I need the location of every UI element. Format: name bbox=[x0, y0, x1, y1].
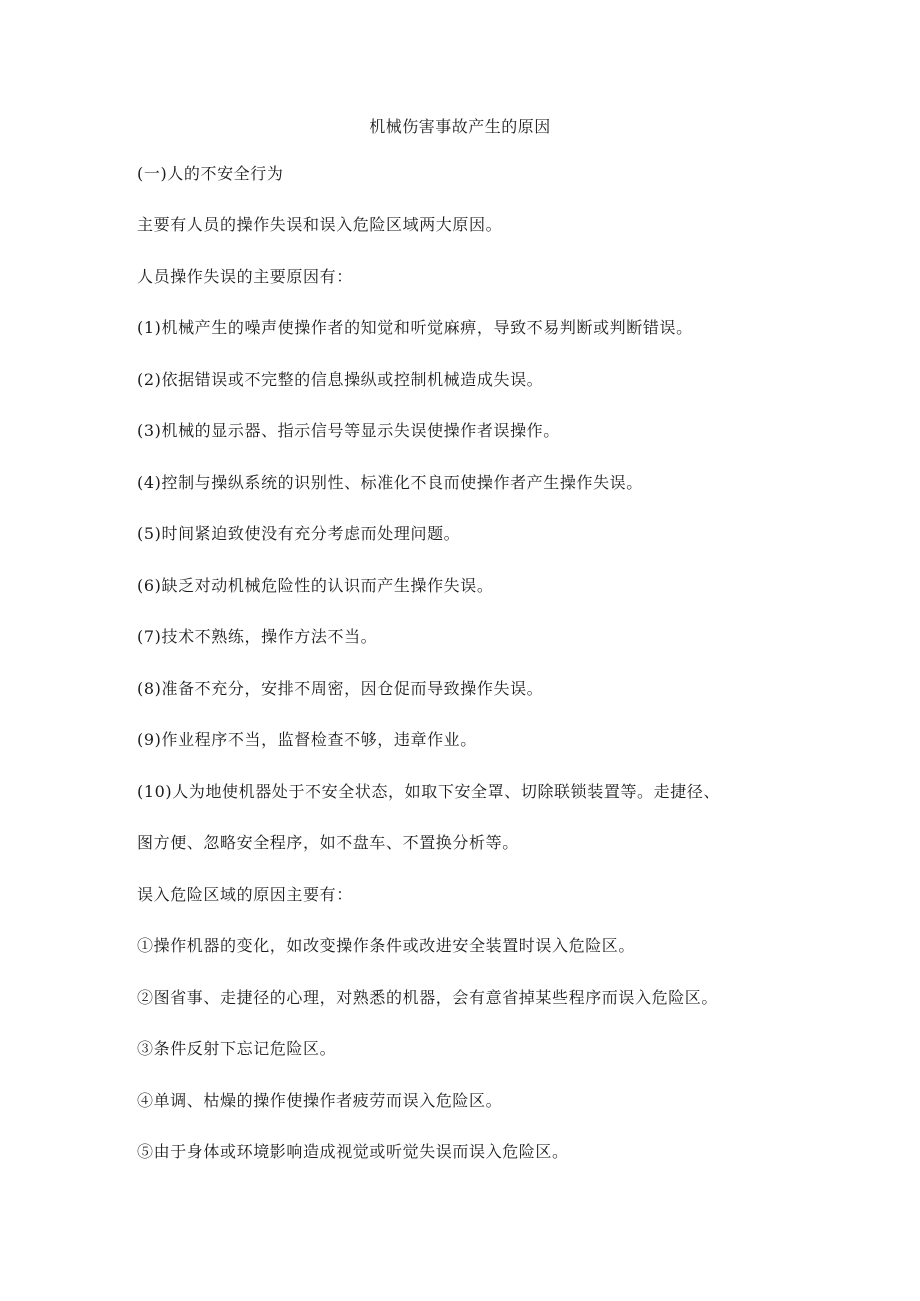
paragraph: 主要有人员的操作失误和误入危险区域两大原因。 bbox=[137, 215, 503, 234]
list-item: (6)缺乏对动机械危险性的认识而产生操作失误。 bbox=[137, 576, 494, 595]
list-item: (1)机械产生的噪声使操作者的知觉和听觉麻痹，导致不易判断或判断错误。 bbox=[137, 318, 693, 337]
list-item: (7)技术不熟练，操作方法不当。 bbox=[137, 627, 378, 646]
list-item: (10)人为地使机器处于不安全状态，如取下安全罩、切除联锁装置等。走捷径、 bbox=[137, 782, 721, 801]
document-title: 机械伤害事故产生的原因 bbox=[369, 117, 551, 136]
list-item: (8)准备不充分，安排不周密，因仓促而导致操作失误。 bbox=[137, 679, 544, 698]
list-item: (2)依据错误或不完整的信息操纵或控制机械造成失误。 bbox=[137, 370, 544, 389]
list-item: ④单调、枯燥的操作使操作者疲劳而误入危险区。 bbox=[137, 1091, 503, 1110]
section-heading: (一)人的不安全行为 bbox=[137, 164, 284, 183]
list-item: (9)作业程序不当，监督检查不够，违章作业。 bbox=[137, 730, 477, 749]
list-item: ②图省事、走捷径的心理，对熟悉的机器，会有意省掉某些程序而误入危险区。 bbox=[137, 988, 719, 1007]
subheading: 误入危险区域的原因主要有： bbox=[137, 885, 353, 904]
list-item: (4)控制与操纵系统的识别性、标准化不良而使操作者产生操作失误。 bbox=[137, 473, 643, 492]
list-item: ①操作机器的变化，如改变操作条件或改进安全装置时误入危险区。 bbox=[137, 936, 636, 955]
list-item: ③条件反射下忘记危险区。 bbox=[137, 1039, 337, 1058]
list-item-continuation: 图方便、忽略安全程序，如不盘车、不置换分析等。 bbox=[137, 833, 519, 852]
list-item: (3)机械的显示器、指示信号等显示失误使操作者误操作。 bbox=[137, 421, 560, 440]
list-item: (5)时间紧迫致使没有充分考虑而处理问题。 bbox=[137, 524, 461, 543]
list-item: ⑤由于身体或环境影响造成视觉或听觉失误而误入危险区。 bbox=[137, 1142, 569, 1161]
subheading: 人员操作失误的主要原因有： bbox=[137, 267, 353, 286]
